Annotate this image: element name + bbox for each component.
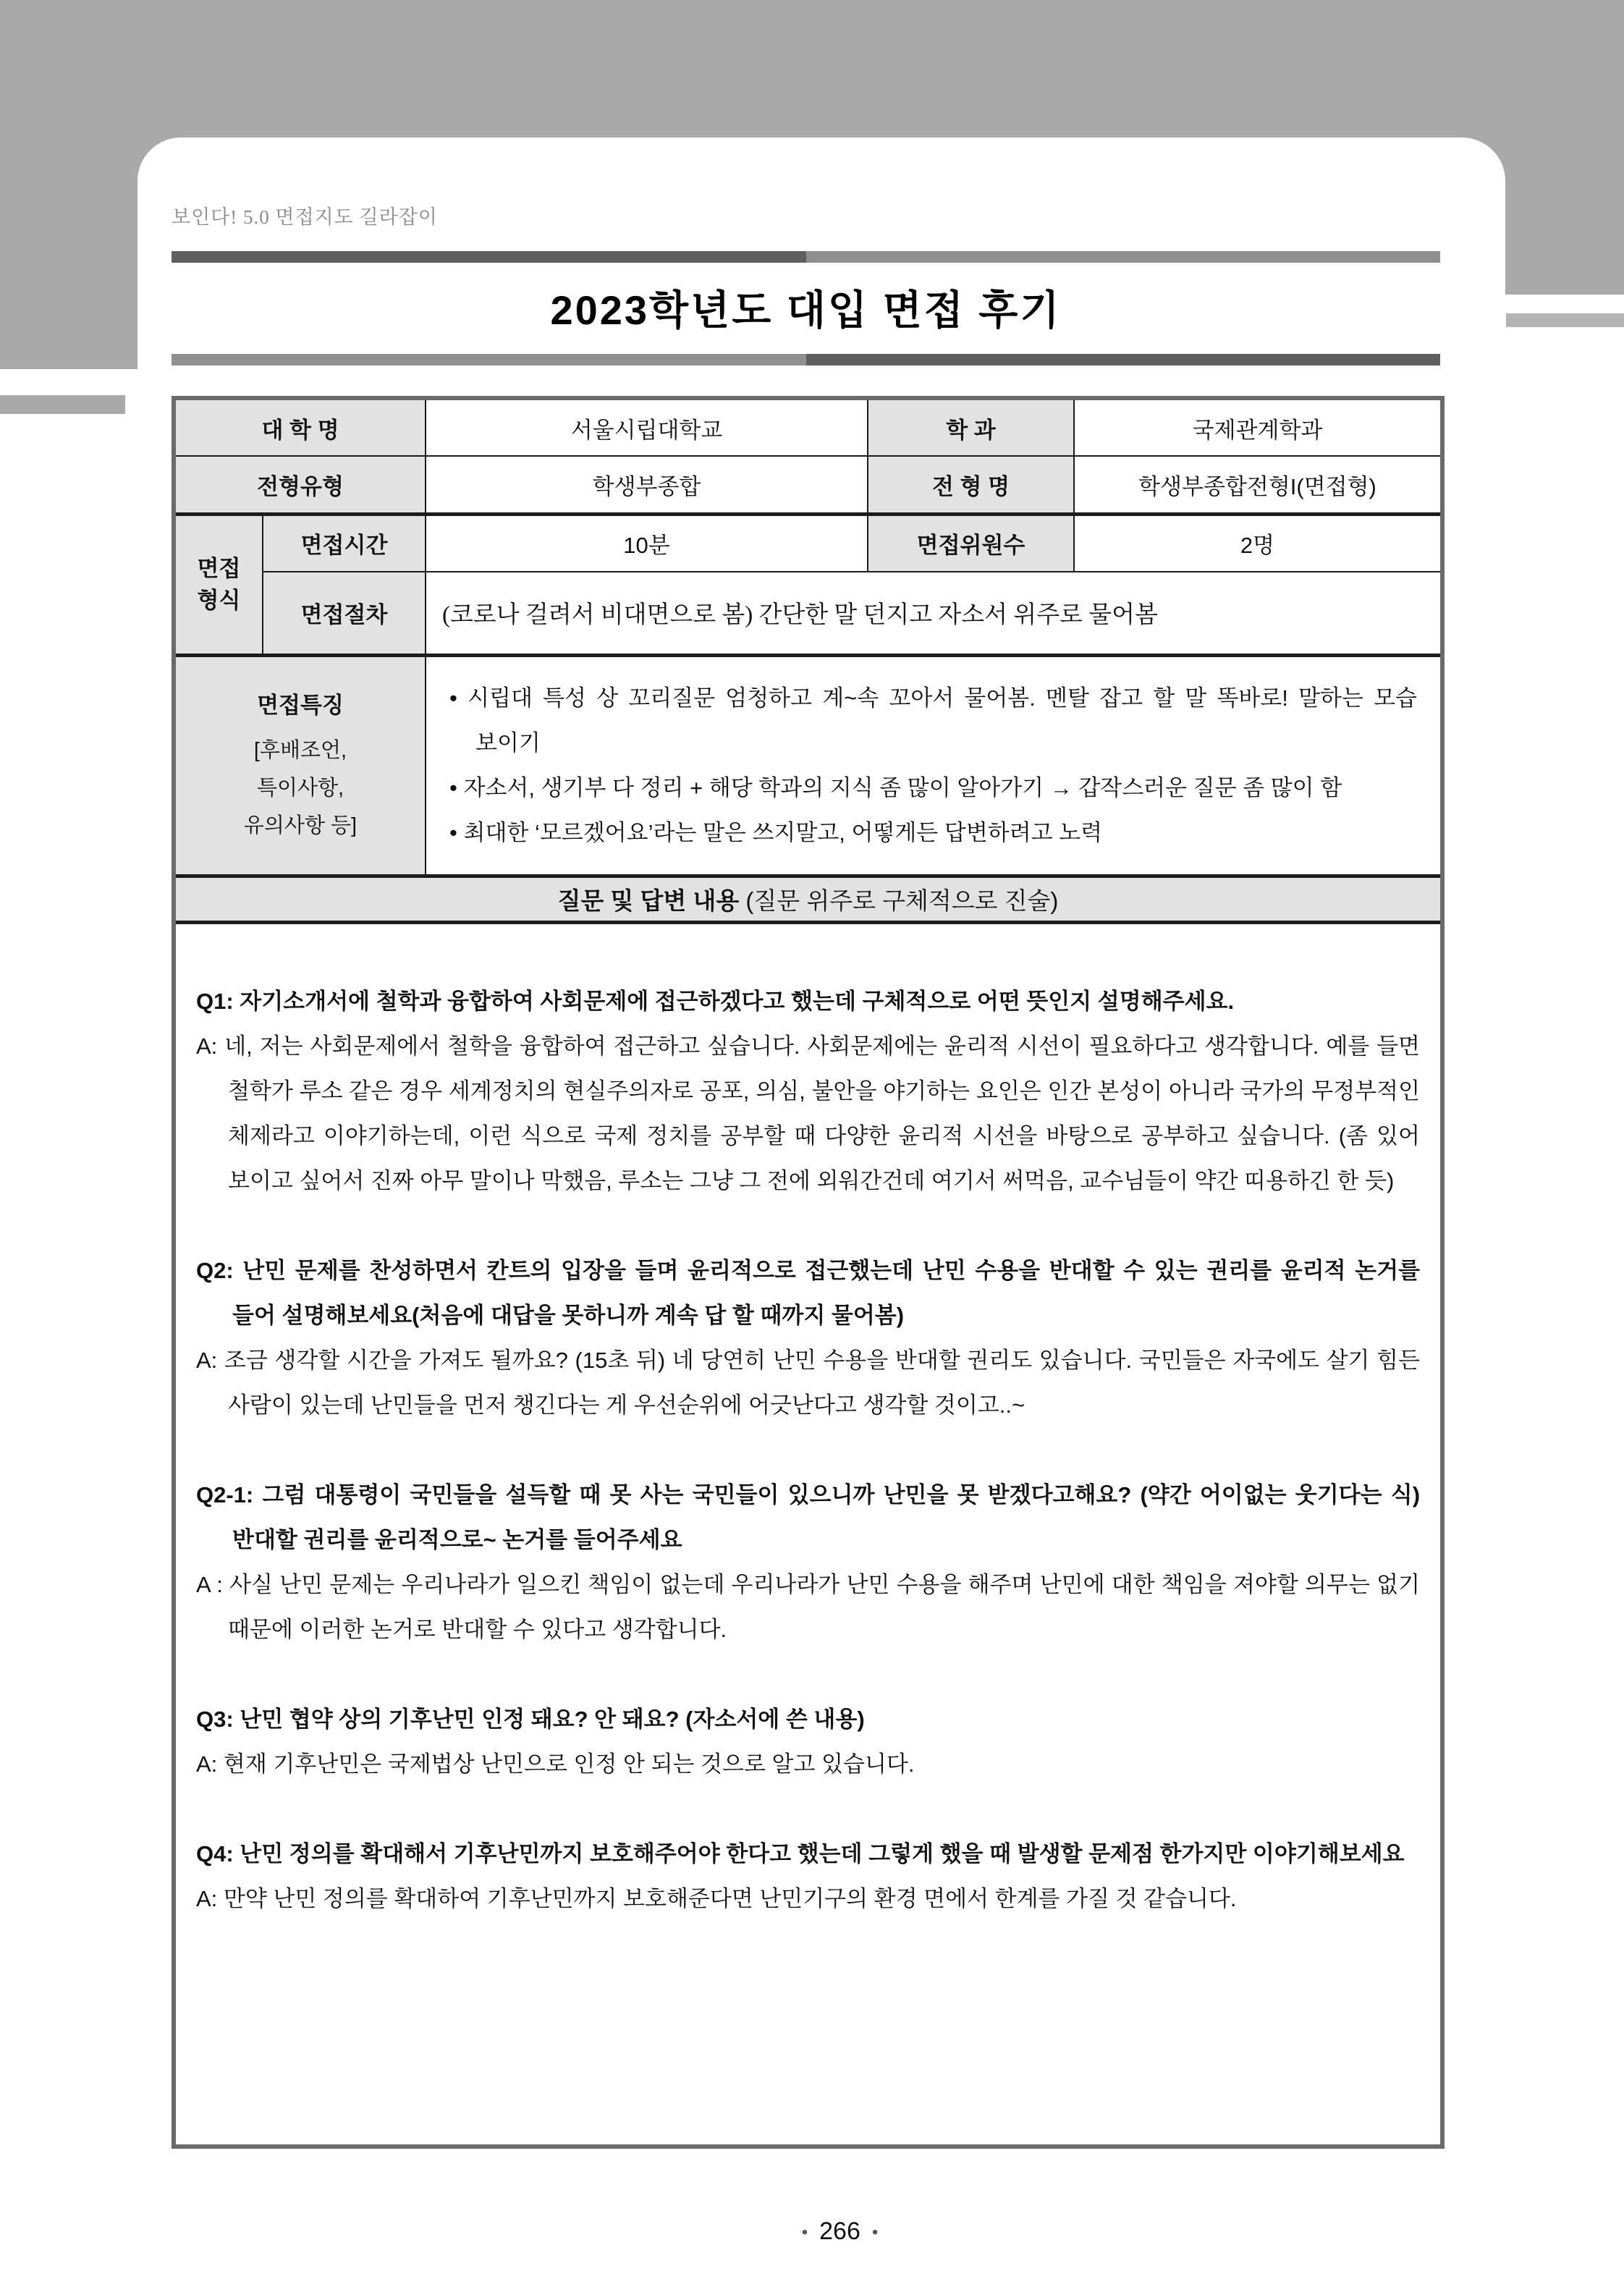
qa-question: Q2: 난민 문제를 찬성하면서 칸트의 입장을 들며 윤리적으로 접근했는데 난민 수용을 반대할 수 있는 권리를 윤리적 논거를 들어 설명해보세요(처음에 대답을 못하니까 계속 답 할 때까지 물어봄) xyxy=(196,1257,1421,1328)
qa-answer: A: 현재 기후난민은 국제법상 난민으로 인정 안 되는 것으로 알고 있습니다. xyxy=(196,1751,915,1777)
qa-question: Q4: 난민 정의를 확대해서 기후난민까지 보호해주어야 한다고 했는데 그렇게 했을 때 발생할 문제점 한가지만 이야기해보세요 xyxy=(196,1840,1405,1866)
interview-procedure-header: 면접절차 xyxy=(263,572,426,655)
university-name-header: 대 학 명 xyxy=(174,398,426,456)
interview-time-value: 10분 xyxy=(426,514,868,572)
interview-format-label: 면접 형식 xyxy=(174,514,263,655)
admission-type-header: 전형유형 xyxy=(174,456,426,514)
qa-answer: A: 네, 저는 사회문제에서 철학을 융합하여 접근하고 싶습니다. 사회문제에는 윤리적 시선이 필요하다고 생각합니다. 예를 들면 철학가 루소 같은 경우 세계정치의 현실주의자로 공포, 의심, 불안을 야기하는 요인은 인간 본성이 아니라 국가의 무정부적인 체제라고 이야기하는데, 이런 식으로 국제 정치를 공부할 때 다양한 윤리적 시선을 바탕으로 공부하고 싶습니다. (좀 있어 보이고 싶어서 진짜 아무 말이나 막했음, 루소는 그냥 그 전에 외워간건데 여기서 써먹음, 교수님들이 약간 띠용하긴 한 듯) xyxy=(196,1033,1421,1193)
page-content xyxy=(172,201,1440,2246)
gray-band-left xyxy=(0,395,125,414)
feature-bullet-item: • 자소서, 생기부 다 정리 + 해당 학과의 지식 좀 많이 알아가기 → 갑작스러운 질문 좀 많이 함 xyxy=(449,774,1342,800)
admission-type-value: 학생부종합 xyxy=(426,456,868,514)
interview-time-header: 면접시간 xyxy=(263,514,426,572)
department-value: 국제관계학과 xyxy=(1074,398,1442,456)
interview-features-content xyxy=(426,655,1442,876)
qa-section-header: 질문 및 답변 내용 (질문 위주로 구체적으로 진술) xyxy=(174,876,1442,922)
university-name-value: 서울시립대학교 xyxy=(426,398,868,456)
page-title: 2023학년도 대입 면접 후기 xyxy=(550,287,1062,333)
interview-panel-value: 2명 xyxy=(1074,514,1442,572)
footer-dot-icon: • xyxy=(871,2222,879,2242)
interview-procedure-value: (코로나 걸려서 비대면으로 봄) 간단한 말 던지고 자소서 위주로 물어봄 xyxy=(426,572,1442,655)
footer-dot-icon: • xyxy=(801,2222,808,2242)
qa-content xyxy=(174,922,1442,2147)
page-panel xyxy=(138,138,1505,2279)
qa-answer: A: 만약 난민 정의를 확대하여 기후난민까지 보호해준다면 난민기구의 환경 면에서 한계를 가질 것 같습니다. xyxy=(196,1885,1237,1911)
bullet-icon: • xyxy=(449,685,457,711)
interview-features-label: 면접특징 [후배조언, 특이사항, 유의사항 등] xyxy=(174,655,426,876)
page-footer xyxy=(206,2217,1474,2246)
feature-bullet-item: • 시립대 특성 상 꼬리질문 엄청하고 계~속 꼬아서 물어봄. 멘탈 잡고 할 말 똑바로! 말하는 모습 보이기 xyxy=(449,685,1418,756)
title-bar-bottom xyxy=(172,354,1440,365)
qa-question: Q2-1: 그럼 대통령이 국민들을 설득할 때 못 사는 국민들이 있으니까 난민을 못 받겠다고해요? (약간 어이없는 웃기다는 식) 반대할 권리를 윤리적으로~ 논거를 들어주세요 xyxy=(196,1481,1421,1552)
title-bar-top xyxy=(172,251,1440,263)
qa-question: Q1: 자기소개서에 철학과 융합하여 사회문제에 접근하겠다고 했는데 구체적으로 어떤 뜻인지 설명해주세요. xyxy=(196,988,1235,1014)
bullet-icon: • xyxy=(449,819,457,845)
info-table xyxy=(172,396,1445,2149)
gray-backdrop-left xyxy=(0,0,138,369)
admission-name-header: 전 형 명 xyxy=(868,456,1074,514)
qa-answer: A : 사실 난민 문제는 우리나라가 일으킨 책임이 없는데 우리나라가 난민 수용을 해주며 난민에 대한 책임을 져야할 의무는 없기 때문에 이러한 논거로 반대할 수 있다고 생각합니다. xyxy=(196,1571,1421,1642)
interview-panel-header: 면접위원수 xyxy=(868,514,1074,572)
title-block xyxy=(172,251,1440,365)
page-number: 266 xyxy=(819,2217,860,2245)
feature-bullet-item: • 최대한 ‘모르겠어요’라는 말은 쓰지말고, 어떻게든 답변하려고 노력 xyxy=(449,819,1103,845)
admission-name-value: 학생부종합전형I(면접형) xyxy=(1074,456,1442,514)
gray-band-right xyxy=(1506,313,1624,327)
qa-question: Q3: 난민 협약 상의 기후난민 인정 돼요? 안 돼요? (자소서에 쓴 내용) xyxy=(196,1706,865,1732)
bullet-icon: • xyxy=(449,774,457,800)
department-header: 학 과 xyxy=(868,398,1074,456)
running-header: 보인다! 5.0 면접지도 길라잡이 xyxy=(172,206,438,228)
qa-answer: A: 조금 생각할 시간을 가져도 될까요? (15초 뒤) 네 당연히 난민 수용을 반대할 권리도 있습니다. 국민들은 자국에도 살기 힘든 사람이 있는데 난민들을 먼저 챙긴다는 게 우선순위에 어긋난다고 생각할 것이고..~ xyxy=(196,1347,1421,1418)
